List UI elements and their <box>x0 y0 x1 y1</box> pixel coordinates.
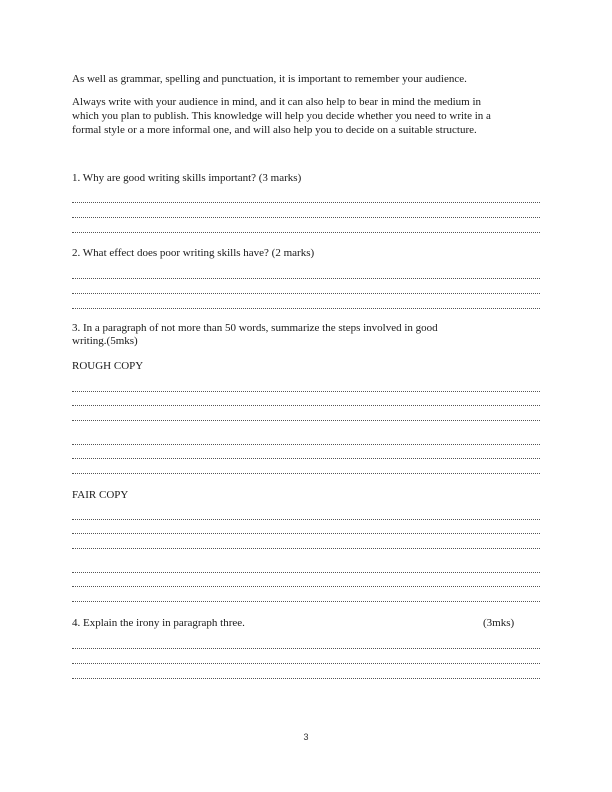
fair-answer-line[interactable] <box>72 601 540 602</box>
rough-answer-line[interactable] <box>72 405 540 406</box>
question-3-text-line1: 3. In a paragraph of not more than 50 words, summarize the steps involved in good <box>72 322 438 334</box>
answer-line[interactable] <box>72 663 540 664</box>
answer-line[interactable] <box>72 308 540 309</box>
fair-copy-label: FAIR COPY <box>72 489 129 501</box>
intro-line: formal style or a more informal one, and will also help you to decide on a suitable structure. <box>72 124 477 136</box>
fair-answer-line[interactable] <box>72 519 540 520</box>
answer-line[interactable] <box>72 648 540 649</box>
rough-answer-line[interactable] <box>72 458 540 459</box>
fair-answer-line[interactable] <box>72 572 540 573</box>
answer-line[interactable] <box>72 278 540 279</box>
rough-answer-line[interactable] <box>72 391 540 392</box>
answer-line[interactable] <box>72 217 540 218</box>
question-3-text-line2: writing.(5mks) <box>72 335 138 347</box>
page-number: 3 <box>303 732 309 742</box>
rough-copy-label: ROUGH COPY <box>72 360 144 372</box>
answer-line[interactable] <box>72 678 540 679</box>
question-4-marks: (3mks) <box>483 617 515 629</box>
fair-answer-line[interactable] <box>72 548 540 549</box>
answer-line[interactable] <box>72 202 540 203</box>
fair-answer-line[interactable] <box>72 533 540 534</box>
question-1-text: 1. Why are good writing skills important? (3 marks) <box>72 172 302 184</box>
answer-line[interactable] <box>72 232 540 233</box>
rough-answer-line[interactable] <box>72 473 540 474</box>
rough-answer-line[interactable] <box>72 420 540 421</box>
question-4-text: 4. Explain the irony in paragraph three. <box>72 617 245 629</box>
answer-line[interactable] <box>72 293 540 294</box>
rough-answer-line[interactable] <box>72 444 540 445</box>
fair-answer-line[interactable] <box>72 586 540 587</box>
question-2-text: 2. What effect does poor writing skills have? (2 marks) <box>72 247 315 259</box>
intro-line: which you plan to publish. This knowledge will help you decide whether you need to write in a <box>72 110 491 122</box>
intro-line: Always write with your audience in mind, and it can also help to bear in mind the medium in <box>72 96 482 108</box>
intro-paragraph-1: As well as grammar, spelling and punctuation, it is important to remember your audience. <box>72 73 467 85</box>
